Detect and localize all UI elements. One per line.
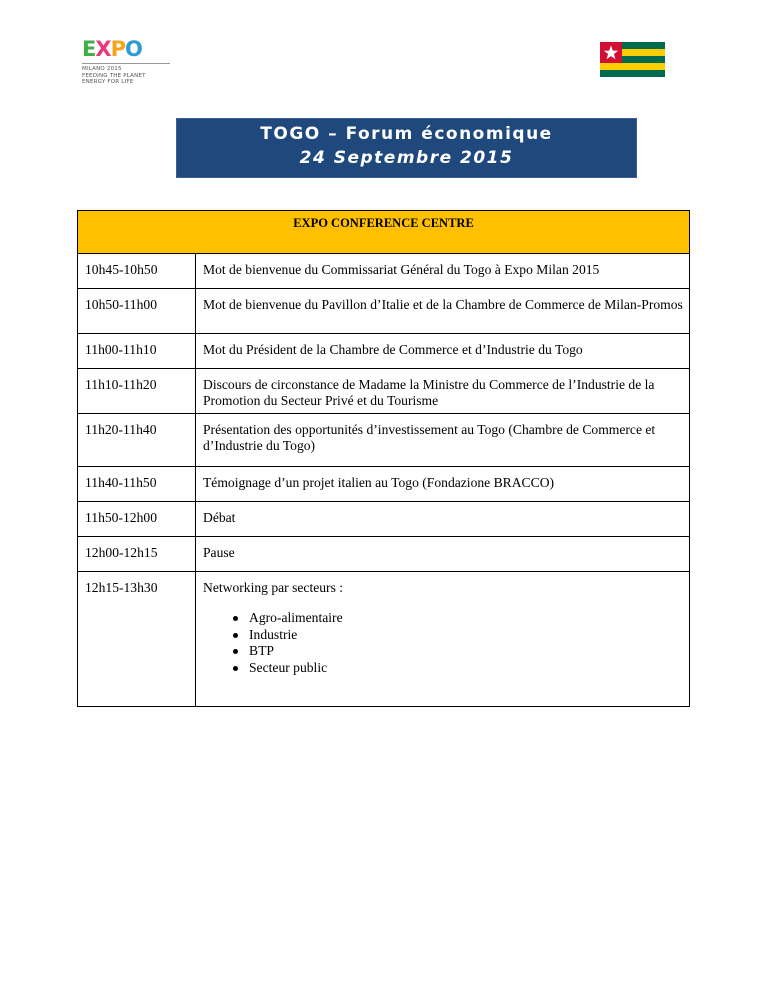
time-slot: 12h15-13h30 (78, 572, 196, 707)
session-description: Mot de bienvenue du Pavillon d’Italie et de la Chambre de Commerce de Milan-Promos (196, 289, 690, 334)
togo-flag-icon (600, 42, 665, 77)
session-description: Témoignage d’un projet italien au Togo (Fondazione BRACCO) (196, 467, 690, 502)
expo-letter-o: O (124, 37, 142, 61)
table-row (78, 289, 690, 334)
venue-header: EXPO CONFERENCE CENTRE (78, 211, 690, 254)
session-description (196, 572, 690, 707)
session-description: Discours de circonstance de Madame la Ministre du Commerce de l’Industrie de la Promotion du Secteur Privé et du Tourisme (196, 369, 690, 414)
list-item: BTP (233, 643, 683, 660)
logo-city-year: MILANO 2015 (82, 66, 122, 72)
table-row (78, 254, 690, 289)
table-row (78, 537, 690, 572)
table-row (78, 369, 690, 414)
expo-letter-e: E (82, 37, 96, 61)
list-item: Industrie (233, 627, 683, 644)
time-slot: 10h45-10h50 (78, 254, 196, 289)
table-row (78, 572, 690, 707)
list-item: Agro-alimentaire (233, 610, 683, 627)
session-description: Mot de bienvenue du Commissariat Général du Togo à Expo Milan 2015 (196, 254, 690, 289)
event-title-banner (176, 118, 637, 178)
table-row (78, 334, 690, 369)
session-description: Présentation des opportunités d’investissement au Togo (Chambre de Commerce et d’Industrie du Togo) (196, 414, 690, 467)
event-title: TOGO – Forum économique (260, 124, 553, 144)
logo-tagline-2: ENERGY FOR LIFE (82, 79, 134, 85)
time-slot: 11h40-11h50 (78, 467, 196, 502)
networking-label: Networking par secteurs : (203, 580, 344, 595)
expo-letter-p: P (110, 37, 125, 61)
time-slot: 11h00-11h10 (78, 334, 196, 369)
programme-table (77, 210, 690, 707)
session-description: Pause (196, 537, 690, 572)
session-description: Débat (196, 502, 690, 537)
logo-divider (82, 63, 170, 64)
flag-stripe (600, 63, 665, 70)
sector-list (203, 610, 683, 676)
time-slot: 11h50-12h00 (78, 502, 196, 537)
table-header-row (78, 211, 690, 254)
time-slot: 10h50-11h00 (78, 289, 196, 334)
table-row (78, 467, 690, 502)
time-slot: 12h00-12h15 (78, 537, 196, 572)
session-description: Mot du Président de la Chambre de Commerce et d’Industrie du Togo (196, 334, 690, 369)
expo-milano-logo (82, 38, 192, 94)
time-slot: 11h10-11h20 (78, 369, 196, 414)
table-row (78, 502, 690, 537)
expo-wordmark (82, 38, 192, 60)
table-row (78, 414, 690, 467)
expo-letter-x: X (95, 37, 111, 61)
list-item: Secteur public (233, 660, 683, 677)
event-date: 24 Septembre 2015 (299, 148, 514, 168)
logo-tagline-1: FEEDING THE PLANET (82, 72, 146, 79)
time-slot: 11h20-11h40 (78, 414, 196, 467)
flag-stripe (600, 70, 665, 77)
